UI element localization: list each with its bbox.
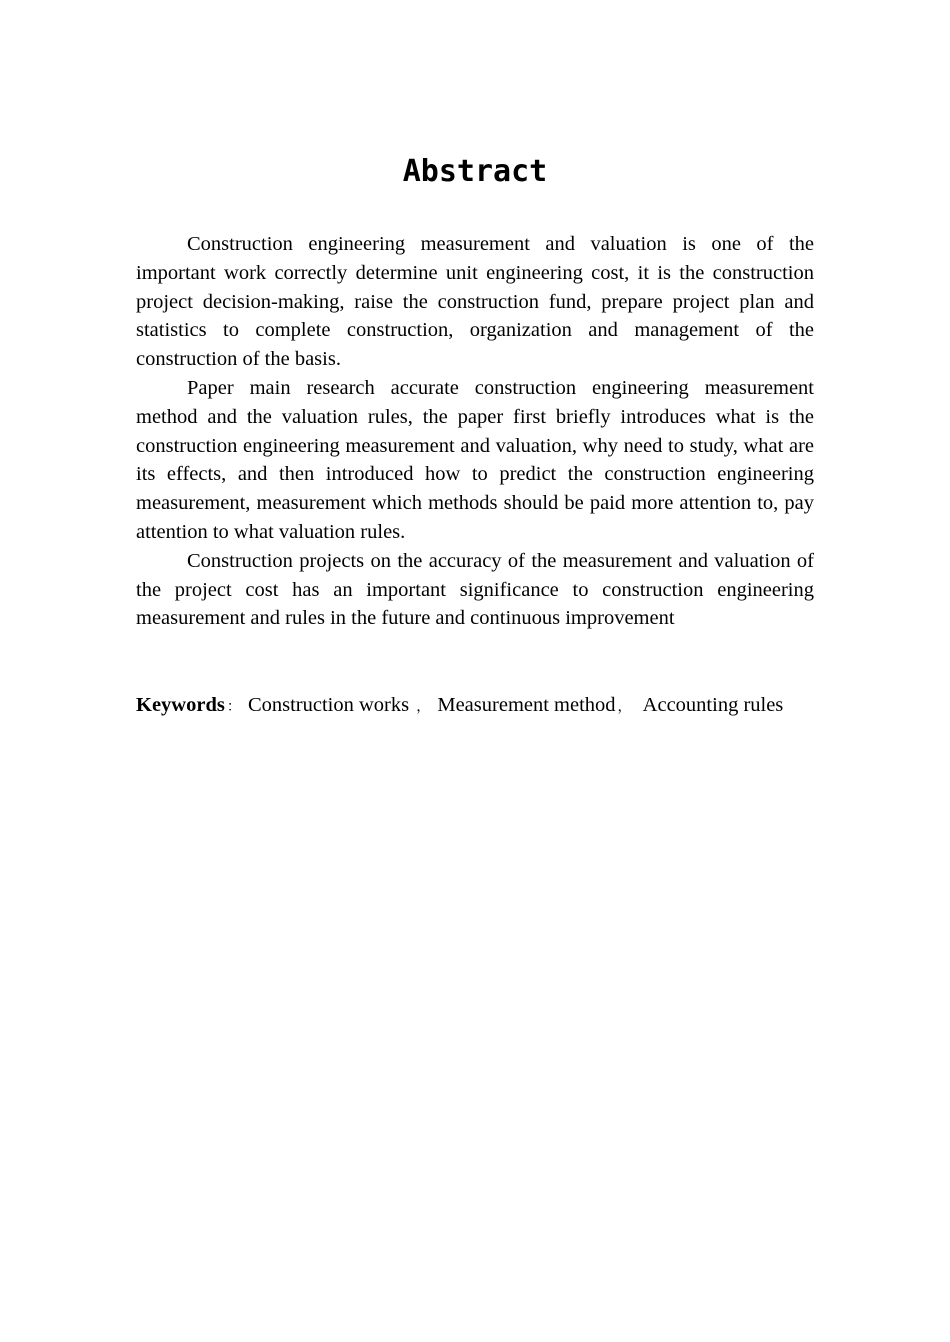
abstract-paragraph-3: Construction projects on the accuracy of the measurement and valuation of the project cost has an important significance to construction engineering measurement and rules in the future and continuous improvement <box>136 549 814 630</box>
keywords-label: Keywords <box>136 694 225 717</box>
keyword-separator: ， <box>416 699 431 716</box>
abstract-section <box>136 150 814 722</box>
keywords-line <box>136 691 814 722</box>
abstract-paragraph-1: Construction engineering measurement and valuation is one of the important work correctly determine unit engineering cost, it is the construction project decision-making, raise the construction fund, prepare project plan and statistics to complete construction, organization and management of the construction of the basis. <box>136 233 814 371</box>
abstract-paragraph-2: Paper main research accurate construction engineering measurement method and the valuation rules, the paper first briefly introduces what is the construction engineering measurement and valuation, why need to study, what are its effects, and then introduced how to predict the construction engineering measurement, measurement which methods should be paid more attention to, pay attention to what valuation rules. <box>136 376 814 543</box>
keyword-item: Construction works <box>247 694 410 717</box>
keyword-separator: ， <box>617 699 632 716</box>
keyword-item: Measurement method <box>437 694 616 717</box>
abstract-title: Abstract <box>402 154 548 189</box>
keyword-item: Accounting rules <box>642 694 784 717</box>
keywords-label-separator: ： <box>226 699 241 716</box>
